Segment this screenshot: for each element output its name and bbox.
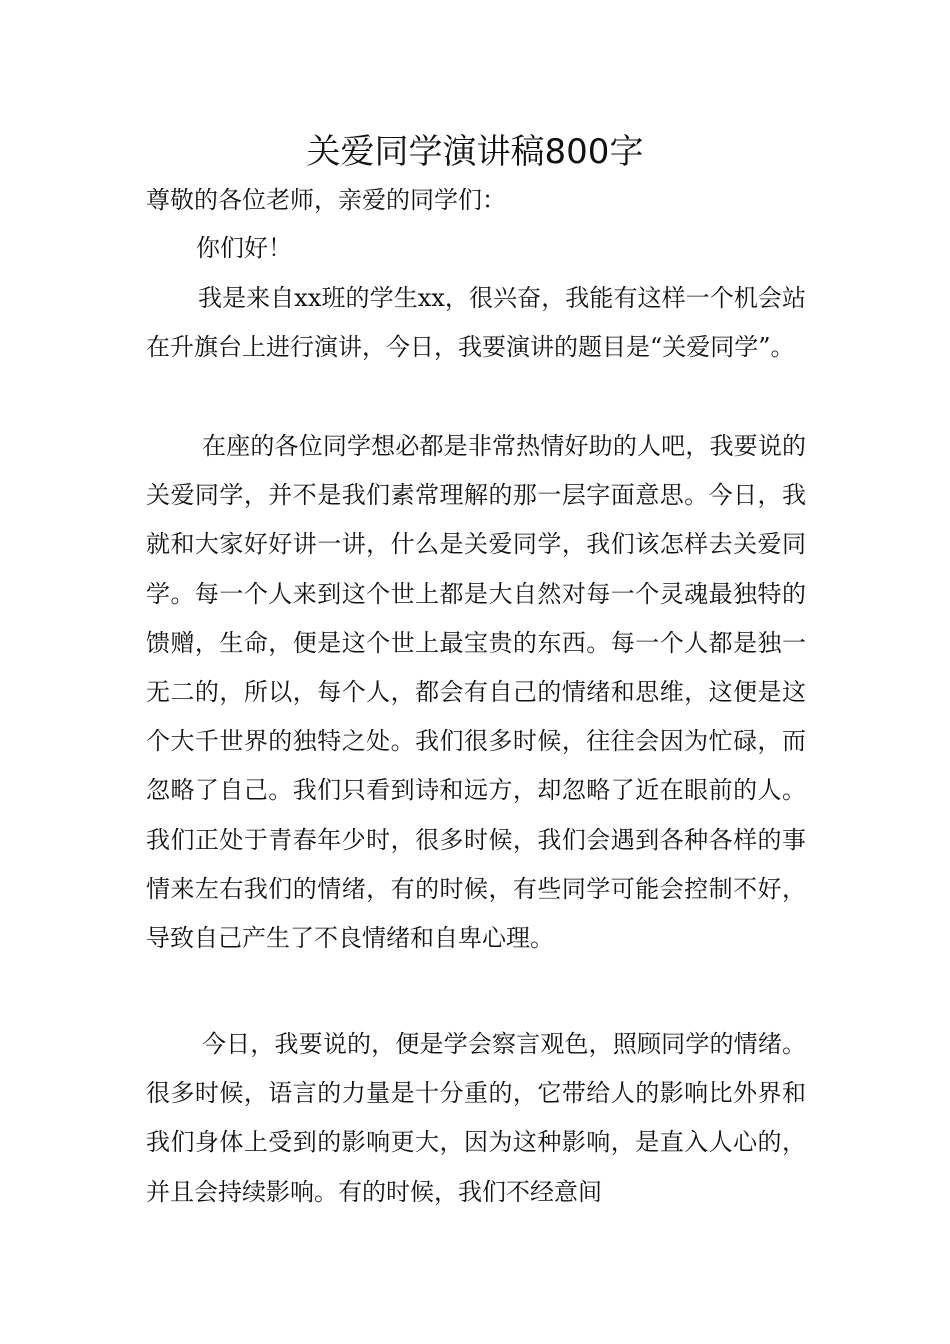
paragraph-observe-emotions: 今日，我要说的，便是学会察言观色，照顾同学的情绪。很多时候，语言的力量是十分重的，它带给人的影响比外界和我们身体上受到的影响更大，因为这种影响，是直入人心的，并且会持续影响。有的时候，我们不经意间 xyxy=(146,1030,806,1206)
document-title: 关爱同学演讲稿800字 xyxy=(306,132,644,172)
greeting-line: 你们好！ xyxy=(196,234,292,262)
paragraph-intro: 我是来自xx班的学生xx，很兴奋，我能有这样一个机会站在升旗台上进行演讲，今日，我要演讲的题目是“关爱同学”。 xyxy=(146,284,806,362)
salutation-line: 尊敬的各位老师，亲爱的同学们： xyxy=(146,186,506,214)
paragraph-caring-meaning: 在座的各位同学想必都是非常热情好助的人吧，我要说的关爱同学，并不是我们素常理解的那一层字面意思。今日，我就和大家好好讲一讲，什么是关爱同学，我们该怎样去关爱同学。每一个人来到这个世上都是大自然对每一个灵魂最独特的馈赠，生命，便是这个世上最宝贵的东西。每一个人都是独一无二的，所以，每个人，都会有自己的情绪和思维，这便是这个大千世界的独特之处。我们很多时候，往往会因为忙碌，而忽略了自己。我们只看到诗和远方，却忽略了近在眼前的人。我们正处于青春年少时，很多时候，我们会遇到各种各样的事情来左右我们的情绪，有的时候，有些同学可能会控制不好，导致自己产生了不良情绪和自卑心理。 xyxy=(146,432,806,953)
